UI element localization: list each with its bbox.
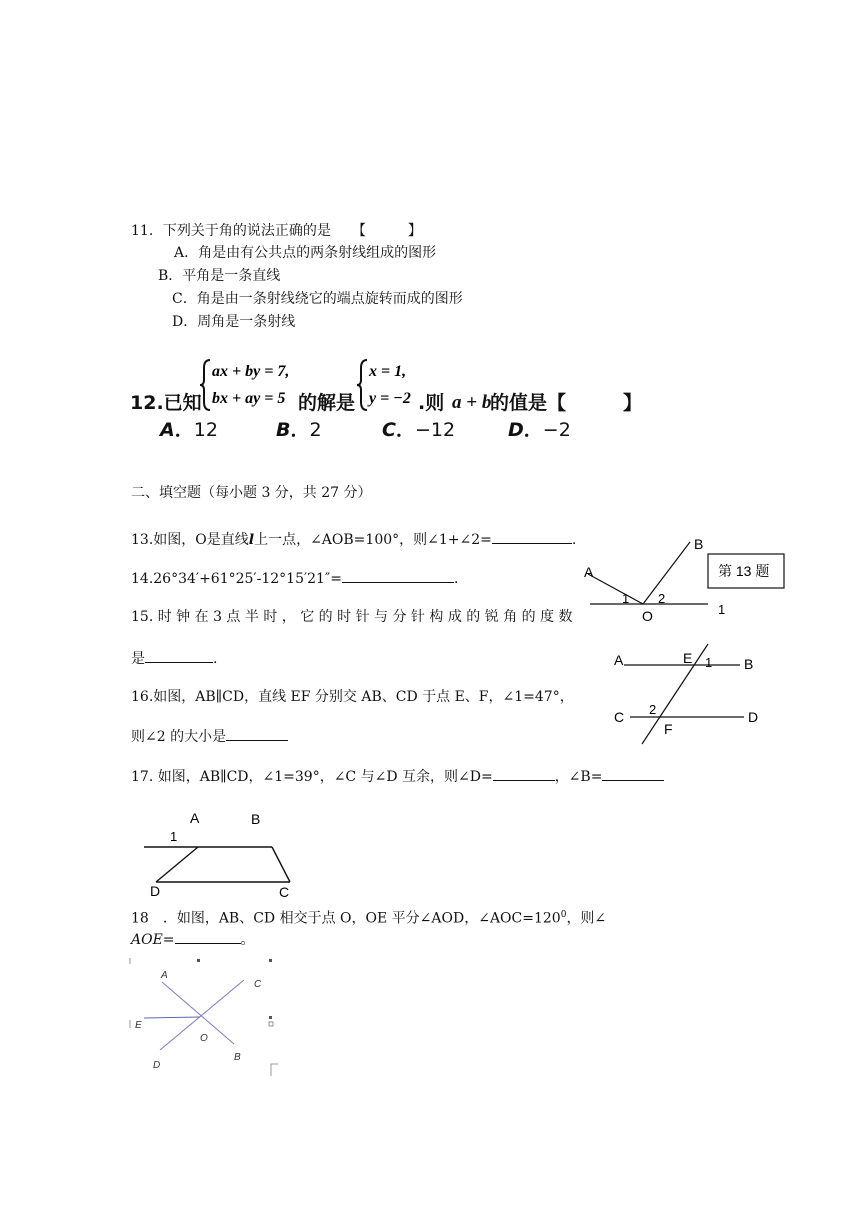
fig13-ray-OB [643,542,690,604]
fig18-label-O: O [200,1033,208,1044]
q12-system-2 [357,356,421,414]
q17-text: 17. 如图，AB∥CD，∠1=39°，∠C 与∠D 互余，则∠D= ，∠B= [131,766,664,786]
q15-line-1: 15. 时 钟 在 3 点 半 时 ， 它 的 时 针 与 分 针 构 成 的 锐 角 的 度 数 [131,609,573,625]
q16-line-2: 则∠2 的大小是 [131,726,288,746]
q12-option-d: D．−2 [508,419,571,441]
q12-text-then: .则 [418,392,445,414]
q12-option-a: A．12 [160,419,218,441]
figure-18 [128,956,278,1078]
q11-option-b: B．平角是一条直线 [158,268,281,284]
q17-answer-blank-b[interactable] [602,766,664,781]
section-2-title: 二、填空题（每小题 3 分，共 27 分） [131,485,372,501]
fig16-label-D: D [748,709,759,725]
fig18-label-A: A [161,970,168,981]
q12-text-end: 的值是【 】 [490,392,643,414]
fig16-label-A: A [614,652,624,668]
fig17-segment-AD [156,847,198,882]
fig17-label-A: A [190,810,200,826]
q15-answer-blank[interactable] [145,648,213,663]
fig13-label-1: 1 [622,591,630,606]
fig18-label-D: D [153,1060,161,1071]
figure-16 [608,640,768,750]
fig16-label-1: 1 [705,655,713,670]
q12-sys1-eq1: ax + by = 7, [212,363,290,380]
fig17-label-C: C [279,884,290,900]
fig16-label-B: B [744,656,754,672]
q18-answer-blank[interactable] [175,929,241,944]
figure-17 [140,808,300,900]
q12-text-mid: 的解是 [298,392,356,414]
fig16-label-C: C [614,709,625,725]
figure-13 [580,530,790,625]
q16-line-1: 16.如图，AB∥CD，直线 EF 分别交 AB、CD 于点 E、F，∠1=47°， [131,689,574,705]
q11-stem: 11．下列关于角的说法正确的是 【 】 [131,223,422,239]
q14-answer-blank[interactable] [342,568,454,583]
line-l-symbol: l [248,532,255,548]
fig13-label-B: B [694,536,704,552]
fig18-line-AB [162,982,234,1044]
q12-expr: a + b [452,392,492,413]
q11-option-c: C．角是由一条射线绕它的端点旋转而成的图形 [172,291,463,307]
fig16-line-EF [642,644,708,744]
q12-system-1 [200,356,296,414]
fig13-label-O: O [642,608,653,624]
q12-sys1-eq2: bx + ay = 5 [212,390,286,407]
fig17-label-B: B [251,811,261,827]
fig18-label-B: B [234,1052,241,1063]
q12-sys2-eq1: x = 1, [369,363,407,380]
q17-answer-blank-d[interactable] [493,766,555,781]
q18-line-2: AOE= 。 [131,929,255,949]
q11-option-a: A．角是由有公共点的两条射线组成的图形 [174,245,437,261]
fig18-label-E: E [135,1020,142,1031]
q15-line-2: 是 . [131,648,217,668]
fig17-label-1: 1 [170,829,178,844]
fig13-caption: 第 13 题 [718,563,770,579]
q13-answer-blank[interactable] [492,529,572,544]
q16-answer-blank[interactable] [226,726,288,741]
fig16-label-E: E [683,650,693,666]
fig16-label-2: 2 [649,702,657,717]
q12-text-start: 12.已知 [130,392,202,414]
fig17-segment-BC [272,847,290,882]
q18-line-1: 18 ．如图，AB、CD 相交于点 O，OE 平分∠AOD，$\angle AOC=120^0$，则∠ [131,910,607,927]
fig16-label-F: F [664,721,673,737]
fig17-label-D: D [150,883,161,899]
fig18-ray-OE [144,1017,200,1018]
q11-option-d: D．周角是一条射线 [172,314,296,330]
fig18-label-C: C [254,979,262,990]
q12-sys2-eq2: y = −2 [369,390,411,407]
fig13-ray-OA [588,574,643,604]
fig13-label-2: 2 [658,591,666,606]
q14-text: 14.26°34′+61°25′-12°15′21″= . [131,568,458,588]
fig13-label-l: 1 [718,602,726,617]
q12-option-c: C．−12 [382,419,456,441]
fig13-label-A: A [584,564,594,580]
q12-option-b: B．2 [276,419,322,441]
q13-text: 13.如图，O是直线l上一点，∠AOB=100°，则∠1+∠2= . [131,529,576,549]
